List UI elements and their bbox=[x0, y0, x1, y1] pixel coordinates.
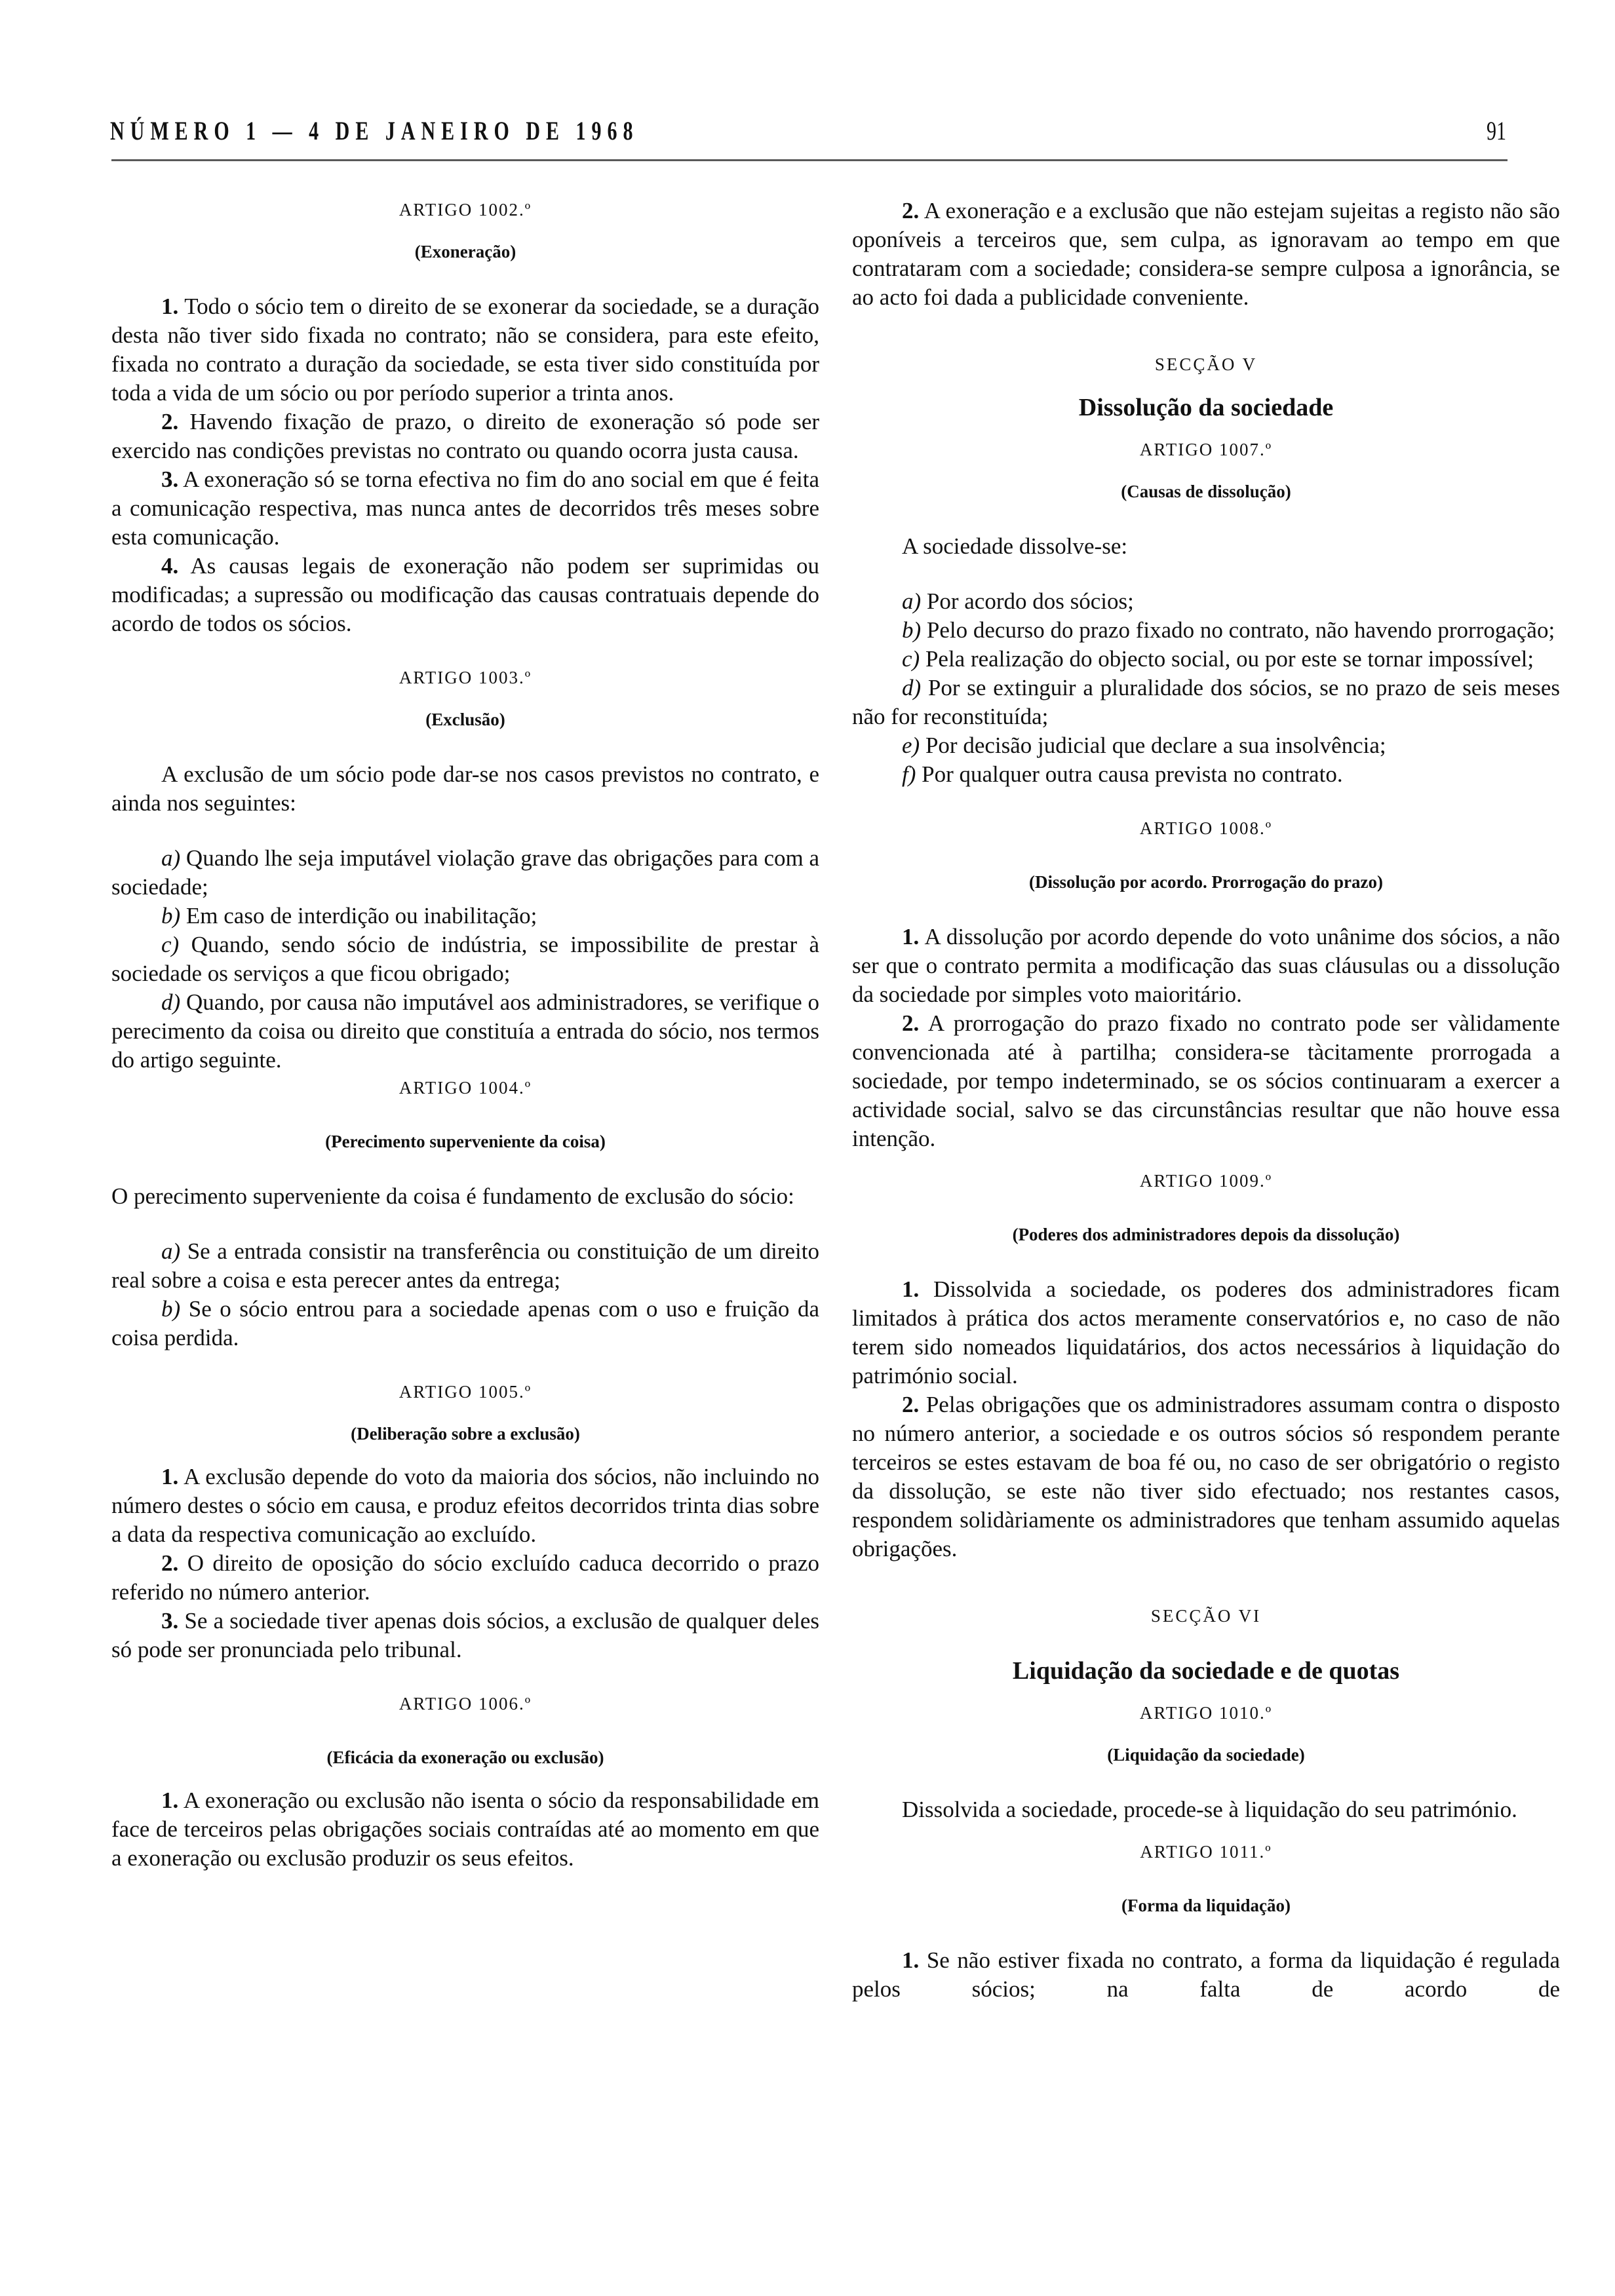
paragraph: 1. Todo o sócio tem o direito de se exonerar da sociedade, se a duração desta não tiver sido fixada no contrato; não se considera, para este efeito, fixada no contrato a duração da sociedade, se esta tiver sido constituída por toda a vida de um sócio ou por período superior a trinta anos. bbox=[111, 294, 819, 406]
right-column bbox=[852, 197, 1560, 2004]
article-rubric: (Perecimento superveniente da coisa) bbox=[325, 1132, 606, 1151]
article-heading: ARTIGO 1008.º bbox=[1139, 818, 1273, 838]
article-heading: ARTIGO 1007.º bbox=[1139, 440, 1273, 459]
page-header bbox=[110, 117, 1506, 146]
article-rubric: (Deliberação sobre a exclusão) bbox=[351, 1424, 580, 1444]
paragraph: 1. A dissolução por acordo depende do voto unânime dos sócios, a não ser que o contrato permita a modificação das suas cláusulas ou a dissolução da sociedade por simples voto maioritário. bbox=[852, 924, 1560, 1007]
article-rubric: (Poderes dos administradores depois da dissolução) bbox=[1012, 1225, 1400, 1244]
paragraph: 2. A prorrogação do prazo fixado no contrato pode ser vàlidamente convencionada até à partilha; considera-se tàcitamente prorrogada a sociedade, por tempo indeterminado, se os sócios continuaram a exercer a actividade social, salvo se das circunstâncias resultar que não houve essa intenção. bbox=[852, 1010, 1561, 1151]
list-item: a) Se a entrada consistir na transferência ou constituição de um direito real sobre a coisa e esta perecer antes da entrega; bbox=[111, 1238, 820, 1293]
list-item: b) Se o sócio entrou para a sociedade apenas com o uso e fruição da coisa perdida. bbox=[111, 1296, 819, 1350]
header-divider bbox=[111, 159, 1508, 161]
article-rubric: (Forma da liquidação) bbox=[1121, 1896, 1291, 1915]
left-column bbox=[111, 197, 819, 1873]
paragraph: 3. Se a sociedade tiver apenas dois sócios, a exclusão de qualquer deles só pode ser pronunciada pelo tribunal. bbox=[111, 1608, 820, 1662]
article-heading: ARTIGO 1006.º bbox=[399, 1694, 532, 1713]
list-item: e) Por decisão judicial que declare a sua insolvência; bbox=[902, 733, 1386, 758]
article-1006-continued bbox=[852, 197, 1560, 312]
article-heading: ARTIGO 1010.º bbox=[1139, 1703, 1273, 1723]
article-1002 bbox=[111, 197, 819, 638]
section-label: SECÇÃO VI bbox=[1150, 1606, 1262, 1626]
article-heading: ARTIGO 1004.º bbox=[399, 1078, 532, 1098]
article-rubric: (Eficácia da exoneração ou exclusão) bbox=[326, 1748, 604, 1767]
article-1010 bbox=[852, 1700, 1560, 1824]
list-item: d) Por se extinguir a pluralidade dos sócios, se no prazo de seis meses não for reconstituída; bbox=[852, 675, 1560, 729]
paragraph: 2. Pelas obrigações que os administradores assumam contra o disposto no número anterior, a sociedade e os outros sócios só respondem perante terceiros se estes estavam de boa fé ou, no caso de ser obrigatório o registo da dissolução, se este não tiver sido efectuado; nos restantes casos, respondem solidàriamente os administradores que tenham assumido aquelas obrigações. bbox=[852, 1392, 1560, 1561]
article-heading: ARTIGO 1005.º bbox=[399, 1382, 532, 1402]
list-item: f) Por qualquer outra causa prevista no contrato. bbox=[902, 761, 1343, 787]
article-rubric: (Exoneração) bbox=[414, 242, 516, 261]
paragraph: 1. Se não estiver fixada no contrato, a forma da liquidação é regulada pelos sócios; na falta de acordo de bbox=[852, 1947, 1560, 2002]
article-1006 bbox=[111, 1691, 819, 1873]
section-v bbox=[852, 350, 1560, 422]
article-1004 bbox=[111, 1075, 819, 1352]
list-item: b) Pelo decurso do prazo fixado no contrato, não havendo prorrogação; bbox=[902, 617, 1555, 643]
list-item: a) Por acordo dos sócios; bbox=[902, 588, 1134, 614]
section-title: Liquidação da sociedade e de quotas bbox=[1012, 1657, 1400, 1685]
list-item: a) Quando lhe seja imputável violação grave das obrigações para com a sociedade; bbox=[111, 845, 819, 900]
paragraph: A exclusão de um sócio pode dar-se nos casos previstos no contrato, e ainda nos seguintes: bbox=[111, 761, 819, 816]
article-heading: ARTIGO 1002.º bbox=[399, 200, 532, 220]
section-title: Dissolução da sociedade bbox=[1078, 394, 1334, 421]
list-item: c) Quando, sendo sócio de indústria, se impossibilite de prestar à sociedade os serviços a que ficou obrigado; bbox=[111, 932, 819, 986]
section-label: SECÇÃO V bbox=[1154, 354, 1258, 374]
issue-title: NÚMERO 1 — 4 DE JANEIRO DE 1968 bbox=[110, 117, 639, 146]
article-rubric: (Liquidação da sociedade) bbox=[1107, 1745, 1305, 1765]
article-rubric: (Causas de dissolução) bbox=[1121, 482, 1291, 501]
paragraph: 1. A exoneração ou exclusão não isenta o sócio da responsabilidade em face de terceiros pelas obrigações sociais contraídas até ao momento em que a exoneração ou exclusão produzir os seus efeitos. bbox=[111, 1788, 819, 1871]
article-1005 bbox=[111, 1379, 819, 1664]
paragraph: 1. Dissolvida a sociedade, os poderes dos administradores ficam limitados à prática dos actos meramente conservatórios e, no caso de não terem sido nomeados liquidatários, dos actos necessários à liquidação do património social. bbox=[852, 1276, 1560, 1388]
article-1007 bbox=[852, 436, 1560, 789]
paragraph: 2. A exoneração e a exclusão que não estejam sujeitas a registo não são oponíveis a terceiros que, sem culpa, as ignoravam ao tempo em que contrataram com a sociedade; considera-se sempre culposa a ignorância, se ao acto foi dada a publicidade conveniente. bbox=[852, 198, 1560, 310]
article-heading: ARTIGO 1011.º bbox=[1140, 1842, 1272, 1862]
paragraph: O perecimento superveniente da coisa é fundamento de exclusão do sócio: bbox=[111, 1183, 794, 1209]
article-rubric: (Exclusão) bbox=[425, 710, 505, 729]
paragraph: 4. As causas legais de exoneração não podem ser suprimidas ou modificadas; a supressão ou modificação das causas contratuais depende do acordo de todos os sócios. bbox=[111, 553, 819, 636]
article-1009 bbox=[852, 1168, 1560, 1563]
list-item: c) Pela realização do objecto social, ou por este se tornar impossível; bbox=[902, 646, 1534, 672]
list-item: b) Em caso de interdição ou inabilitação; bbox=[161, 903, 537, 928]
paragraph: Dissolvida a sociedade, procede-se à liquidação do seu património. bbox=[902, 1797, 1517, 1822]
paragraph: A sociedade dissolve-se: bbox=[902, 533, 1128, 559]
article-1011 bbox=[852, 1839, 1560, 2004]
list-item: d) Quando, por causa não imputável aos administradores, se verifique o perecimento da coisa ou direito que constituía a entrada do sócio, nos termos do artigo seguinte. bbox=[111, 989, 820, 1073]
paragraph: 2. O direito de oposição do sócio excluído caduca decorrido o prazo referido no número anterior. bbox=[111, 1550, 819, 1605]
paragraph: 1. A exclusão depende do voto da maioria dos sócios, não incluindo no número destes o sócio em causa, e produz efeitos decorridos trinta dias sobre a data da respectiva comunicação ao excluído. bbox=[111, 1464, 819, 1547]
article-heading: ARTIGO 1003.º bbox=[399, 668, 532, 687]
page-number: 91 bbox=[1487, 117, 1506, 146]
paragraph: 2. Havendo fixação de prazo, o direito de exoneração só pode ser exercido nas condições previstas no contrato ou quando ocorra justa causa. bbox=[111, 409, 820, 463]
section-vi bbox=[852, 1601, 1560, 1685]
article-1003 bbox=[111, 664, 819, 1075]
article-1008 bbox=[852, 815, 1560, 1153]
paragraph: 3. A exoneração só se torna efectiva no fim do ano social em que é feita a comunicação respectiva, mas nunca antes de decorridos três meses sobre esta comunicação. bbox=[111, 467, 819, 550]
article-rubric: (Dissolução por acordo. Prorrogação do prazo) bbox=[1029, 872, 1383, 892]
article-heading: ARTIGO 1009.º bbox=[1139, 1171, 1273, 1191]
